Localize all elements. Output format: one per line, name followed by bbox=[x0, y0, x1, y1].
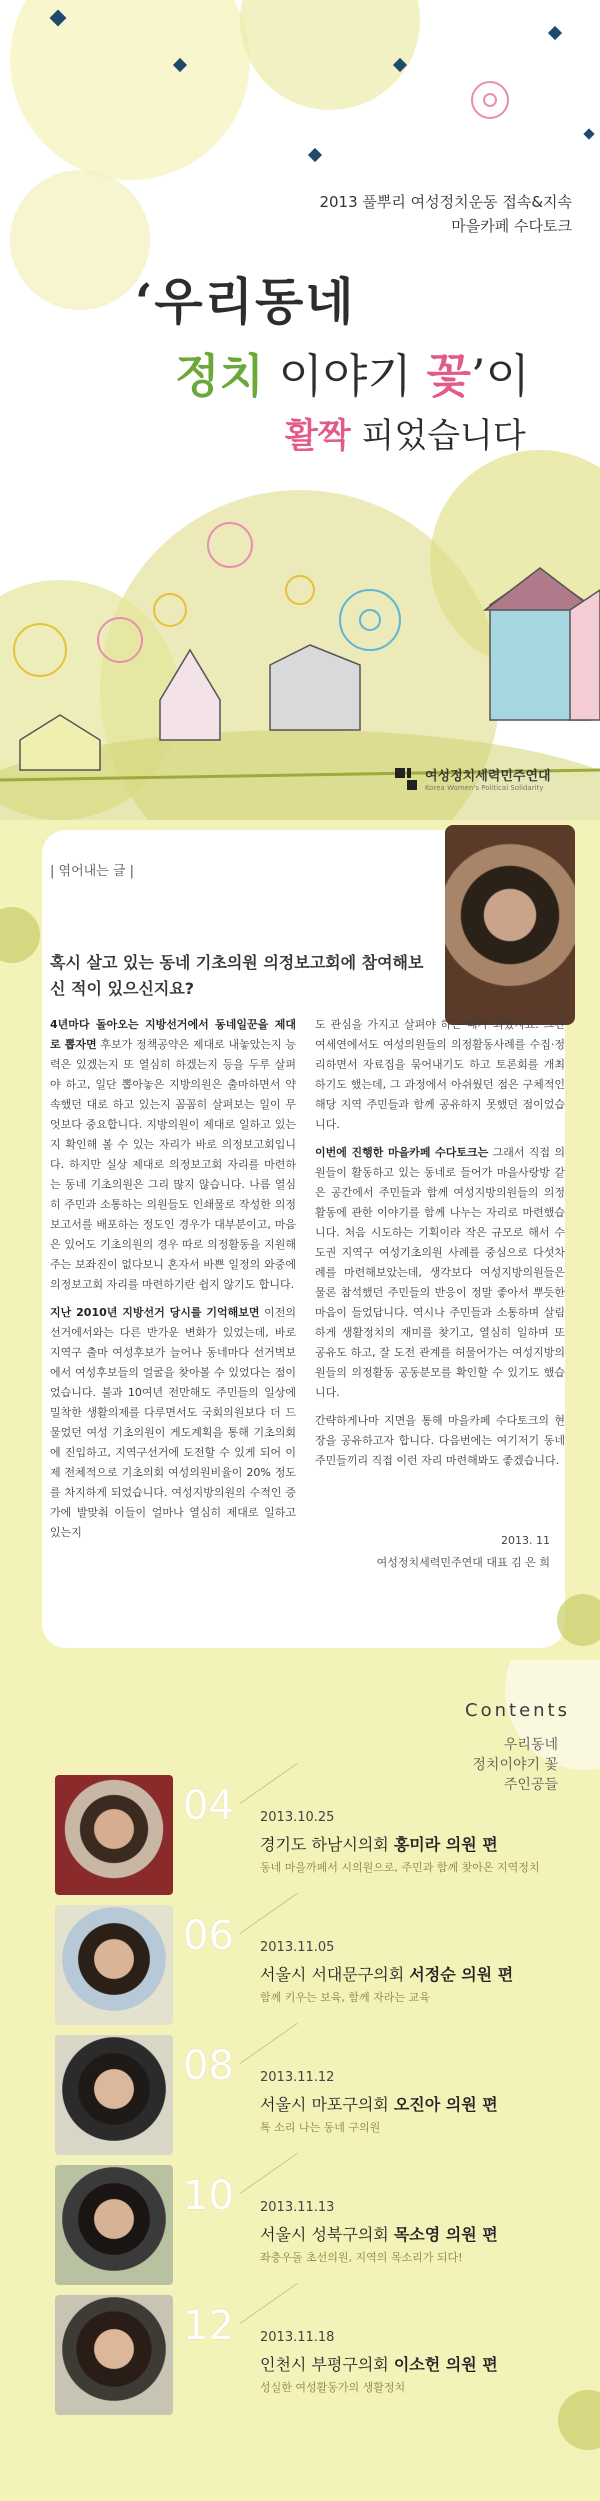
entry-region: 서울시 성북구의회 bbox=[260, 2225, 394, 2244]
councillor-photo bbox=[55, 1905, 173, 2025]
entry-title bbox=[260, 1962, 513, 1985]
paragraph: 간략하게나마 지면을 통해 마을카페 수다토크의 현장을 공유하고자 합니다. 다음번에는 여기저기 동네 주민들끼리 직접 이런 자리 마련해봐도 좋겠습니다. bbox=[315, 1414, 565, 1467]
title-line-1: ‘우리동네 bbox=[135, 272, 356, 331]
paragraph-lead: 지난 2010년 지방선거 당시를 기억해보면 bbox=[50, 1306, 260, 1319]
entry-title bbox=[260, 2352, 498, 2375]
contents-sub-3: 주인공들 bbox=[503, 1777, 558, 1793]
title-line-3 bbox=[285, 408, 526, 457]
contents-entry[interactable] bbox=[55, 2165, 575, 2285]
page-number: 06 bbox=[183, 1913, 234, 1959]
intro-page bbox=[0, 820, 600, 1660]
page-number: 12 bbox=[183, 2303, 234, 2349]
paragraph bbox=[50, 1015, 296, 1295]
contents-sub-1: 우리동네 bbox=[503, 1737, 558, 1753]
signature bbox=[377, 1530, 550, 1574]
paragraph-lead: 이번에 진행한 마을카페 수다토크는 bbox=[315, 1146, 489, 1159]
entry-name: 목소영 의원 편 bbox=[393, 2225, 498, 2244]
entry-title bbox=[260, 1832, 498, 1855]
entry-date: 2013.11.13 bbox=[260, 2200, 335, 2215]
intro-column-1 bbox=[50, 1015, 296, 1543]
entry-name: 홍미라 의원 편 bbox=[393, 1835, 498, 1854]
paragraph-lead: 4년마다 돌아오는 지방선거에서 동네일꾼을 제대로 뽑자면 bbox=[50, 1018, 296, 1051]
title-word-bloom: 활짝 bbox=[285, 416, 351, 456]
intro-question: 혹시 살고 있는 동네 기초의원 의정보고회에 참여해보신 적이 있으신지요? bbox=[50, 953, 424, 998]
entry-title bbox=[260, 2092, 498, 2115]
paragraph-body: 그래서 직접 의원들이 활동하고 있는 동네로 들어가 마을사랑방 같은 공간에서 주민들과 함께 여성지방의원들의 의정활동에 관한 이야기를 함께 나누는 자리로 마련했습니다. 처음 시도하는 기획이라 작은 규모로 해서 수도권 지역구 여성기초의원 사례를 중심으로 다섯차례를 마련해보았는데, 생각보다 여성지방의원들은 물론 참석했던 주민들의 반응이 정말 좋아서 뿌듯한 마음이 들었답니다. 역시나 주민들과 소통하며 살림하게 생활정치의 재미를 찾기고, 열심히 일하며 또 공유도 하고, 잘 도전 관계를 허물어가는 여성지방의원들의 의정활동 공동분모를 확인할 수 있기도 했습니다. bbox=[315, 1146, 565, 1399]
org-logo-mark-icon bbox=[393, 766, 419, 792]
title-word-end: ’이 bbox=[470, 349, 530, 403]
cover-page bbox=[0, 0, 600, 820]
page-number: 04 bbox=[183, 1783, 234, 1829]
entry-date: 2013.10.25 bbox=[260, 1810, 335, 1825]
title-word-bloomed: 피었습니다 bbox=[350, 416, 526, 456]
page-number: 08 bbox=[183, 2043, 234, 2089]
entry-name: 서정순 의원 편 bbox=[409, 1965, 514, 1984]
councillor-photo bbox=[55, 2035, 173, 2155]
paragraph-body: 이전의 선거에서와는 다른 반가운 변화가 있었는데, 바로 지역구 출마 여성후보가 늘어나 동네마다 선거벽보에서 여성후보들의 얼굴을 찾아볼 수 있었다는 점이었습니다. 불과 10여년 전만해도 주민들의 일상에 밀착한 생활의제를 다루면서도 국회의원보다 더 드물었던 여성 기초의원이 게도계획을 통해 기초의회에 진입하고, 지역구선거에 도전할 수 있게 되어 이제 전체적으로 기초의회 여성의원비율이 20% 정도를 차지하게 되었습니다. 여성지방의원의 수적인 증가에 발맞춰 이들이 얼마나 열심히 제대로 일하고 있는지 bbox=[50, 1306, 296, 1539]
paragraph bbox=[315, 1143, 565, 1403]
title-line-2 bbox=[175, 340, 530, 406]
contents-entry[interactable] bbox=[55, 2295, 575, 2415]
section-tag: | 엮어내는 글 | bbox=[50, 864, 134, 879]
contents-entry[interactable] bbox=[55, 1905, 575, 2025]
event-subtitle bbox=[319, 190, 572, 238]
councillor-photo bbox=[55, 1775, 173, 1895]
contents-title: Contents bbox=[465, 1700, 570, 1721]
page-number: 10 bbox=[183, 2173, 234, 2219]
signature-name: 여성정치세력민주연대 대표 김 은 희 bbox=[376, 1556, 550, 1569]
entry-desc: 동네 마을까페서 시의원으로, 주민과 함께 찾아온 지역정치 bbox=[260, 1861, 540, 1874]
entry-name: 오진아 의원 편 bbox=[393, 2095, 498, 2114]
org-logo-sub: Korea Women's Political Solidarity bbox=[425, 784, 544, 792]
paragraph: 도 관심을 가지고 살펴야 하는 때가 되었지요. 그간 여세연에서도 여성의원들의 의정활동사례를 수집·정리하면서 자료집을 묶어내기도 하고 토론회를 개최하기도 했는데, 그 과정에서 아쉬웠던 점은 구체적인 해당 지역 주민들과 함께 공유하지 못했던 점이었습니다. bbox=[315, 1018, 565, 1131]
contents-entry[interactable] bbox=[55, 1775, 575, 1895]
entry-title bbox=[260, 2222, 498, 2245]
entry-desc: 성실한 여성활동가의 생활정치 bbox=[260, 2381, 406, 2394]
entry-desc: 함께 키우는 보육, 함께 자라는 교육 bbox=[260, 1991, 430, 2004]
title-word-flower: 꽃 bbox=[426, 349, 471, 403]
paragraph bbox=[50, 1303, 296, 1543]
org-logo-name: 여성정치세력민주연대 bbox=[425, 769, 551, 784]
event-line-2: 마을카페 수다토크 bbox=[451, 217, 572, 235]
author-photo bbox=[445, 825, 575, 1025]
entry-region: 인천시 부평구의회 bbox=[260, 2355, 394, 2374]
entry-region: 경기도 하남시의회 bbox=[260, 1835, 394, 1854]
contents-page bbox=[0, 1660, 600, 2501]
contents-entry[interactable] bbox=[55, 2035, 575, 2155]
entry-date: 2013.11.12 bbox=[260, 2070, 335, 2085]
entry-region: 서울시 마포구의회 bbox=[260, 2095, 394, 2114]
title-word-politics: 정치 bbox=[175, 349, 264, 403]
councillor-photo bbox=[55, 2295, 173, 2415]
event-line-1: 2013 풀뿌리 여성정치운동 접속&지속 bbox=[319, 193, 572, 211]
contents-sub-2: 정치이야기 꽃 bbox=[472, 1757, 558, 1773]
councillor-photo bbox=[55, 2165, 173, 2285]
entry-desc: 좌충우돌 초선의원, 지역의 목소리가 되다! bbox=[260, 2251, 463, 2264]
entry-desc: 톡 소리 나는 동네 구의원 bbox=[260, 2121, 381, 2134]
entry-date: 2013.11.18 bbox=[260, 2330, 335, 2345]
intro-column-2 bbox=[315, 1015, 565, 1471]
title-word-story: 이야기 bbox=[263, 349, 427, 403]
signature-date: 2013. 11 bbox=[501, 1534, 550, 1547]
entry-date: 2013.11.05 bbox=[260, 1940, 335, 1955]
paragraph-body: 후보가 정책공약은 제대로 내놓았는지 능력은 있겠는지 또 열심히 하겠는지 등을 두루 살펴야 하고, 일단 뽑아놓은 지방의원은 출마하면서 약속했던 대로 하고 있는지 꼼꼼히 살펴보는 일이 무엇보다 중요합니다. 지방의원이 제대로 일하고 있는지 확인해 볼 수 있는 자리가 바로 의정보고회입니다. 하지만 실상 제대로 의정보고회 자리를 마련하는 동네 기초의원은 그리 많지 않습니다. 나름 열심히 주민과 소통하는 의원들도 인쇄물로 작성한 의정보고서를 배포하는 정도인 경우가 대부분이고, 마음은 있어도 기초의원의 경우 따로 의정활동을 지원해주는 보좌진이 없다보니 혼자서 바쁜 일정의 와중에 의정보고회 자리를 마련하기란 쉽지 않기도 합니다. bbox=[50, 1038, 296, 1291]
org-logo bbox=[393, 765, 551, 792]
entry-region: 서울시 서대문구의회 bbox=[260, 1965, 410, 1984]
entry-name: 이소헌 의원 편 bbox=[393, 2355, 498, 2374]
